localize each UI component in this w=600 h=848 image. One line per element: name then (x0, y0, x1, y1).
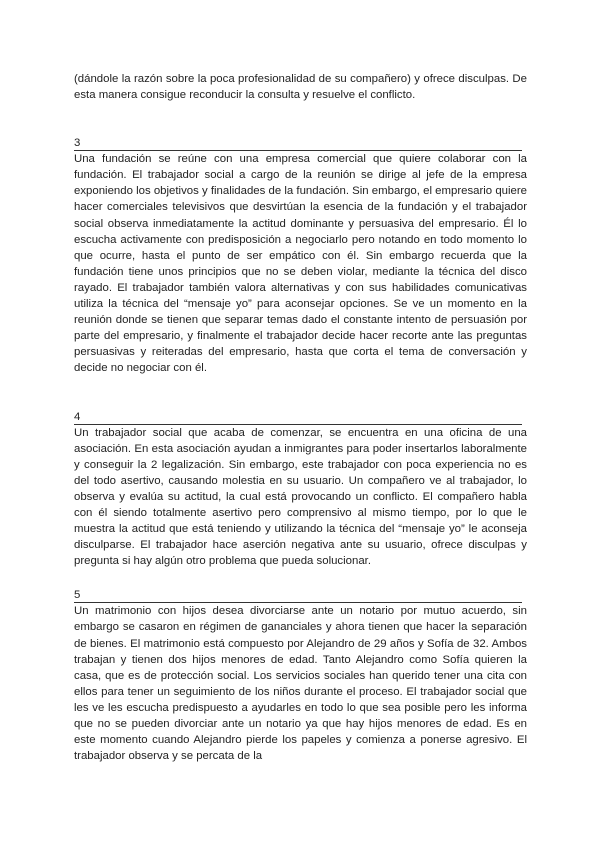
section-4 (74, 409, 527, 570)
section-number: 3 (74, 135, 522, 151)
section-3 (74, 135, 527, 376)
intro-paragraph: (dándole la razón sobre la poca profesionalidad de su compañero) y ofrece disculpas. De esta manera consigue reconducir la consulta y resuelve el conflicto. (74, 73, 527, 102)
document-page (74, 71, 527, 764)
section-text: Un matrimonio con hijos desea divorciarse ante un notario por mutuo acuerdo, sin embargo se casaron en régimen de gananciales y ahora tienen que hacer la separación de bienes. El matrimonio está compuesto por Alejandro de 29 años y Sofía de 32. Ambos trabajan y tienen dos hijos menores de edad. Tanto Alejandro como Sofía quieren la casa, que es de protección social. Los servicios sociales han querido tener una cita con ellos para tener un seguimiento de los niños durante el proceso. El trabajador social que les ve les escucha predispuesto a ayudarles en todo lo que sea posible pero les informa que no se pueden divorciar ante un notario ya que hay hijos menores de edad. Es en este momento cuando Alejandro pierde los papeles y comienza a ponerse agresivo. El trabajador observa y se percata de la (74, 605, 527, 763)
section-text: Un trabajador social que acaba de comenzar, se encuentra en una oficina de una asociación. En esta asociación ayudan a inmigrantes para poder insertarlos laboralmente y conseguir la 2 legalización. Sin embargo, este trabajador con poca experiencia no es del todo asertivo, causando molestia en su usuario. Un compañero ve al trabajador, lo observa y evalúa su actitud, la cual está provocando un conflicto. El compañero habla con él siendo totalmente asertivo pero comprensivo al mismo tiempo, por lo que le muestra la actitud que está teniendo y utilizando la técnica del “mensaje yo” le aconseja disculparse. El trabajador hace aserción negativa ante su usuario, ofrece disculpas y pregunta si hay algún otro problema que pueda solucionar. (74, 426, 527, 568)
section-5 (74, 587, 527, 764)
section-number: 4 (74, 409, 522, 425)
section-number: 5 (74, 587, 522, 603)
section-text: Una fundación se reúne con una empresa comercial que quiere colaborar con la fundación. El trabajador social a cargo de la reunión se dirige al jefe de la empresa exponiendo los objetivos y finalidades de la fundación. Sin embargo, el empresario quiere hacer comerciales televisivos que desvirtúan la esencia de la fundación y el trabajador social observa inmediatamente la actitud dominante y persuasiva del empresario. Él lo escucha activamente con predisposición a negociarlo pero notando en todo momento lo que ocurre, hasta el punto de ser empático con él. Sin embargo recuerda que la fundación tiene unos principios que no se deben violar, mediante la técnica del disco rayado. El trabajador también valora alternativas y con sus habilidades comunicativas utiliza la técnica del “mensaje yo” para aconsejar opciones. Se ve un momento en la reunión donde se tienen que separar temas dado el constante intento de persuasión por parte del empresario, y finalmente el trabajador decide hacer recorte ante las preguntas persuasivas y reiteradas del empresario, hasta que corta el tema de conversación y decide no negociar con él. (74, 153, 527, 375)
